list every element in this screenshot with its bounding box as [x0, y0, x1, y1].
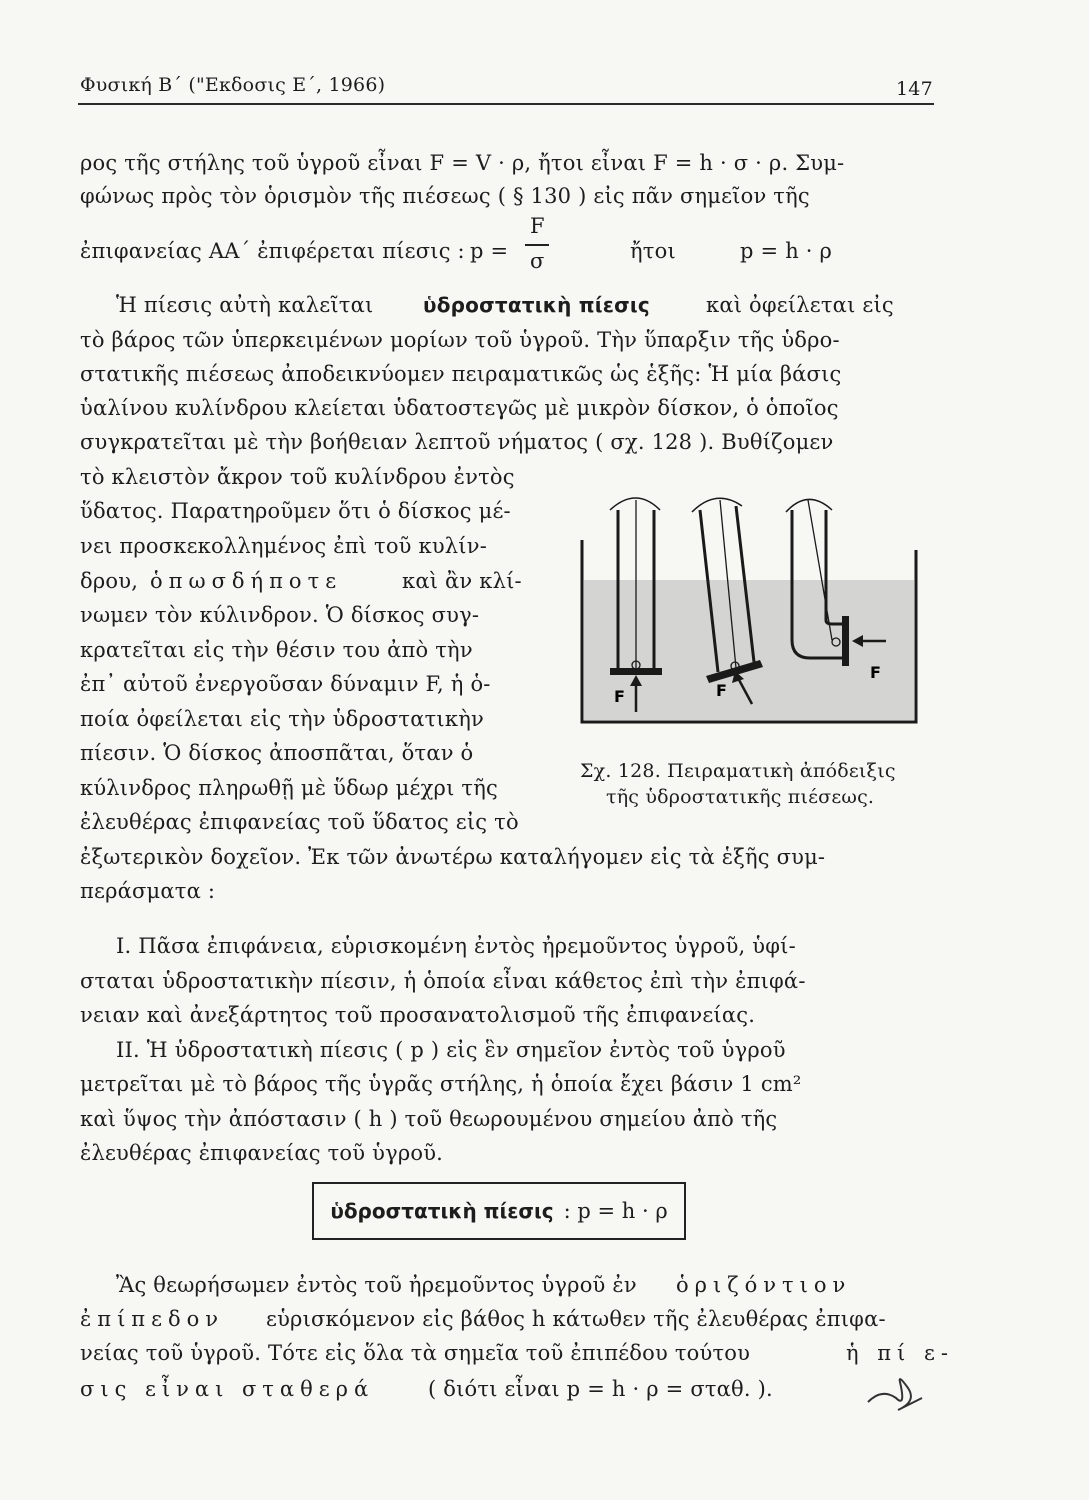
text-line: περάσματα :	[80, 879, 216, 903]
text-line: ρος τῆς στήλης τοῦ ὑγροῦ εἶναι F = V · ρ, ἤτοι εἶναι F = h · σ · ρ. Συμ-	[80, 151, 845, 175]
text-line: νείας τοῦ ὑγροῦ. Τότε εἰς ὅλα τὰ σημεῖα τοῦ ἐπιπέδου τούτου	[80, 1341, 751, 1365]
spaced-word: σις εἶναι σταθερά	[80, 1377, 375, 1401]
formula-numerator: F	[530, 214, 545, 238]
text-line: ἐπ᾿ αὐτοῦ ἐνεργοῦσαν δύναμιν F, ἡ ὁ-	[80, 672, 491, 696]
header-rule	[78, 103, 934, 105]
spaced-word: ὁπωσδήποτε	[150, 569, 343, 593]
text-line: ὑαλίνου κυλίνδρου κλείεται ὑδατοστεγῶς μὲ μικρὸν δίσκον, ὁ ὁποῖος	[80, 396, 839, 420]
text-line: καὶ ὀφείλεται εἰς	[706, 293, 894, 317]
conclusion-1: Ι. Πᾶσα ἐπιφάνεια, εὑρισκομένη ἐντὸς ἠρεμοῦντος ὑγροῦ, ὑφί-	[116, 934, 796, 958]
formula-rhs: p = h · ρ	[740, 239, 833, 263]
text-line: ἐπιφανείας ΑΑ΄ ἐπιφέρεται πίεσις :	[80, 239, 465, 263]
text-line: ἐξωτερικὸν δοχεῖον. Ἐκ τῶν ἀνωτέρω καταλήγομεν εἰς τὰ ἑξῆς συμ-	[80, 845, 826, 869]
text-line: δρου,	[80, 569, 139, 593]
boxed-formula	[312, 1182, 686, 1240]
text-line: τὸ κλειστὸν ἄκρον τοῦ κυλίνδρου ἐντὸς	[80, 465, 515, 489]
text-line: καὶ ἂν κλί-	[402, 569, 522, 593]
text-line: φώνως πρὸς τὸν ὁρισμὸν τῆς πιέσεως ( § 130 ) εἰς πᾶν σημεῖον τῆς	[80, 184, 810, 208]
conclusion-2: ΙΙ. Ἡ ὑδροστατικὴ πίεσις ( p ) εἰς ἓν σημεῖον ἐντὸς τοῦ ὑγροῦ	[116, 1038, 786, 1062]
cylinder-vertical	[610, 498, 662, 675]
text-line: κύλινδρος πληρωθῇ μὲ ὕδωρ μέχρι τῆς	[80, 776, 498, 800]
text-line: μετρεῖται μὲ τὸ βάρος τῆς ὑγρᾶς στήλης, ἡ ὁποία ἔχει βάσιν 1 cm²	[80, 1072, 802, 1096]
force-label: F	[716, 681, 727, 700]
text-line: ὕδατος. Παρατηροῦμεν ὅτι ὁ δίσκος μέ-	[80, 499, 511, 523]
text-line: στατικῆς πιέσεως ἀποδεικνύομεν πειραματικῶς ὡς ἑξῆς: Ἡ μία βάσις	[80, 362, 842, 386]
spaced-word: ἐπίπεδον	[80, 1307, 225, 1331]
text-line: ποία ὀφείλεται εἰς τὴν ὑδροστατικὴν	[80, 707, 484, 731]
text-line: τὸ βάρος τῶν ὑπερκειμένων μορίων τοῦ ὑγροῦ. Τὴν ὕπαρξιν τῆς ὑδρο-	[80, 328, 840, 352]
spaced-word: ὁριζόντιον	[676, 1273, 852, 1297]
text-line: ἐλευθέρας ἐπιφανείας τοῦ ὑγροῦ.	[80, 1141, 444, 1165]
figure-caption: τῆς ὑδροστατικῆς πιέσεως.	[606, 786, 875, 808]
text-line: Ἡ πίεσις αὐτὴ καλεῖται	[116, 293, 374, 317]
text-line: σταται ὑδροστατικὴν πίεσιν, ἡ ὁποία εἶναι κάθετος ἐπὶ τὴν ἐπιφά-	[80, 969, 806, 993]
text-line: συγκρατεῖται μὲ τὴν βοήθειαν λεπτοῦ νήματος ( σχ. 128 ). Βυθίζομεν	[80, 430, 834, 454]
text-line: ( διότι εἶναι p = h · ρ = σταθ. ).	[428, 1377, 773, 1401]
text-line: εὑρισκόμενον εἰς βάθος h κάτωθεν τῆς ἐλευθέρας ἐπιφα-	[266, 1307, 886, 1331]
force-label: F	[614, 687, 625, 706]
figure-caption: Σχ. 128. Πειραματικὴ ἀπόδειξις	[580, 760, 896, 782]
fraction-bar	[525, 244, 549, 246]
formula-p-eq: p =	[470, 239, 509, 263]
page-number: 147	[896, 78, 933, 100]
formula-etoi: ἤτοι	[630, 239, 676, 263]
running-header: Φυσική Β΄ ("Εκδοσις Ε΄, 1966)	[80, 74, 386, 96]
bold-term: ὑδροστατικὴ πίεσις	[423, 293, 650, 317]
handwritten-mark	[862, 1368, 932, 1418]
boxed-formula-expression: : p = h · ρ	[563, 1199, 668, 1223]
figure-128	[570, 490, 930, 730]
spaced-word: ἡ πί ε-	[846, 1341, 954, 1365]
text-line: πίεσιν. Ὁ δίσκος ἀποσπᾶται, ὅταν ὁ	[80, 741, 474, 765]
text-line: ἐλευθέρας ἐπιφανείας τοῦ ὕδατος εἰς τὸ	[80, 810, 519, 834]
text-line: καὶ ὕψος τὴν ἀπόστασιν ( h ) τοῦ θεωρουμένου σημείου ἀπὸ τῆς	[80, 1107, 778, 1131]
force-label: F	[870, 663, 881, 682]
text-line: νειαν καὶ ἀνεξάρτητος τοῦ προσανατολισμοῦ τῆς ἐπιφανείας.	[80, 1003, 756, 1027]
text-line: νωμεν τὸν κύλινδρον. Ὁ δίσκος συγ-	[80, 603, 480, 627]
boxed-formula-label: ὑδροστατικὴ πίεσις	[330, 1199, 554, 1223]
formula-denominator: σ	[530, 249, 545, 273]
text-line: κρατεῖται εἰς τὴν θέσιν του ἀπὸ τὴν	[80, 638, 473, 662]
text-line: νει προσκεκολλημένος ἐπὶ τοῦ κυλίν-	[80, 534, 488, 558]
text-line: Ἂς θεωρήσωμεν ἐντὸς τοῦ ἠρεμοῦντος ὑγροῦ ἐν	[116, 1273, 637, 1297]
